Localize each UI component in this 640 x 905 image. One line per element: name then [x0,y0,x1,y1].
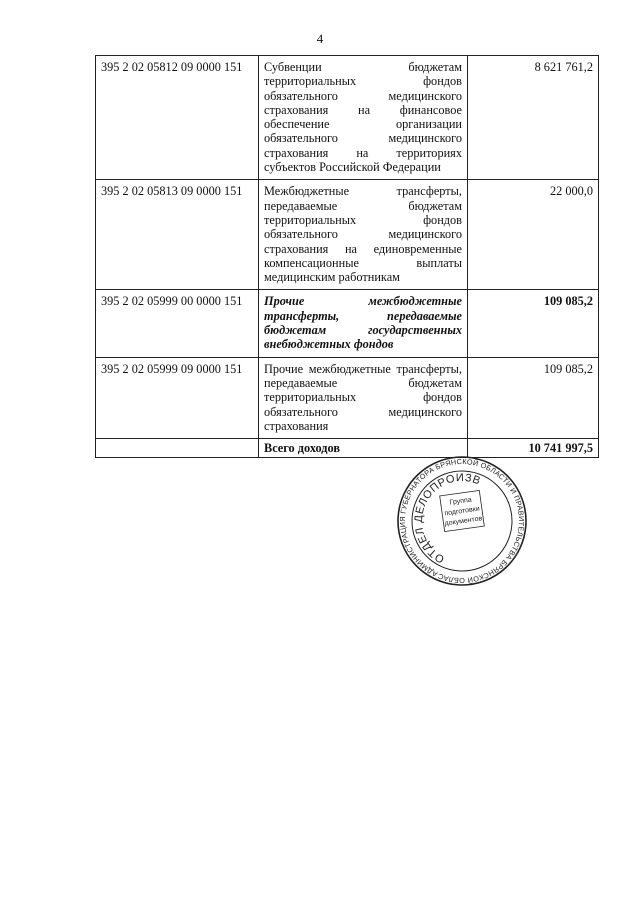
budget-code: 395 2 02 05812 09 0000 151 [96,56,259,180]
table-row [96,290,599,357]
budget-code: 395 2 02 05813 09 0000 151 [96,180,259,290]
income-amount: 8 621 761,2 [468,56,599,180]
total-code-cell [96,439,259,458]
income-name: Прочие межбюджетные трансферты, передаваемые бюджетам государственных внебюджетных фондов [259,290,468,357]
stamp-center-line: документов [444,515,483,528]
stamp-center-line: Группа [449,496,473,507]
table-row [96,357,599,438]
budget-code: 395 2 02 05999 09 0000 151 [96,357,259,438]
income-name: Прочие межбюджетные трансферты, передаваемые бюджетам территориальных фондов обязательного медицинского страхования [259,357,468,438]
income-name: Субвенции бюджетам территориальных фондов обязательного медицинского страхования на финансовое обеспечение организации обязательного медицинского страхования на территориях субъектов Российской Федерации [259,56,468,180]
income-table [95,55,599,458]
budget-code: 395 2 02 05999 00 0000 151 [96,290,259,357]
table-row [96,56,599,180]
income-amount: 109 085,2 [468,290,599,357]
table-row [96,180,599,290]
stamp-ring-text: АДМИНИСТРАЦИЯ ГУБЕРНАТОРА БРЯНСКОЙ ОБЛАСТИ И ПРАВИТЕЛЬСТВА БРЯНСКОЙ ОБЛАСТИ [397,456,527,586]
income-amount: 22 000,0 [468,180,599,290]
total-label: Всего доходов [259,439,468,458]
department-stamp [396,455,528,587]
page-number: 4 [316,31,324,46]
stamp-center-line: подготовки [444,505,481,518]
total-amount: 10 741 997,5 [468,439,599,458]
stamp-arc-text: ОТДЕЛ ДЕЛОПРОИЗВОДСТВА [412,471,482,566]
income-amount: 109 085,2 [468,357,599,438]
income-name: Межбюджетные трансферты, передаваемые бюджетам территориальных фондов обязательного медицинского страхования на единовременные компенсационные выплаты медицинским работникам [259,180,468,290]
